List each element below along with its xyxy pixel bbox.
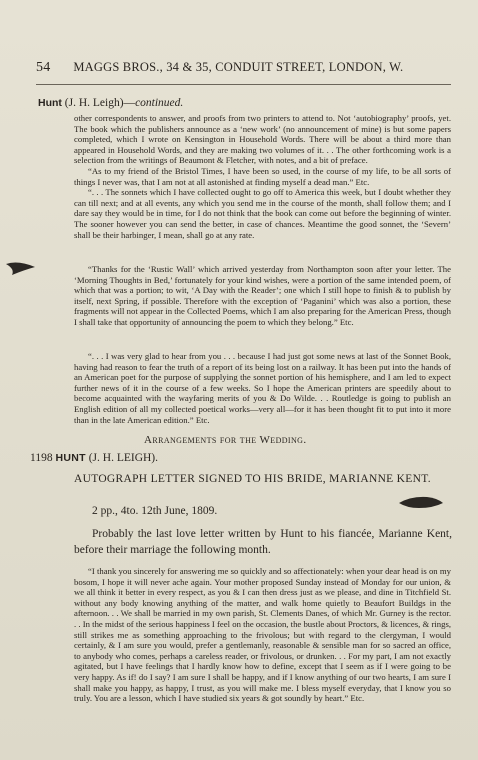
paragraph: “. . . The sonnets which I have collected ought to go off to America this week, but I doubt whether they can till next; and at all events, any which you send me in the course of the month, shall follow them; and I dare say they would be in time, for I do not think that the book can come out before the beginning of winter. The sooner however you can send the better, in case of chances. Meantime the good sonnet, the ‘Severn’ shall be their harbinger, I mean, shall go at any rate.: [74, 187, 451, 240]
author-forenames: (J. H. Leigh)—: [61, 97, 136, 109]
lot-author-forenames: (J. H. LEIGH).: [85, 452, 159, 464]
lot-note: Probably the last love letter written by Hunt to his fiancée, Marianne Kent, before their marriage the following month.: [74, 528, 452, 556]
paragraph: “. . . I was very glad to hear from you . . . because I had just got some news at last of the Sonnet Book, having had reason to fear the truth of a report of its being lost on a railway. It has been put into the hands of an American poet for the purpose of supplying the sonnet portion of his hemisphere, and I am led to expect further news of it in the course of a few weeks. So I hope the American printers are speedily about to become acquainted with the wayfaring merits of you & Do Wilde. . . Routledge is going to publish an English edition of all my collected poetical works—very all—for it has been thought fit to put into it more than in the late American edition.” Etc.: [74, 351, 451, 425]
second-letter-text: [74, 264, 451, 328]
third-letter-text: [74, 351, 451, 425]
continued-entry-heading: [38, 97, 183, 109]
author-surname: Hunt: [38, 97, 62, 109]
lot-title: AUTOGRAPH LETTER SIGNED TO HIS BRIDE, MARIANNE KENT.: [74, 473, 431, 485]
continued-label: continued.: [135, 97, 184, 109]
dealer-address: MAGGS BROS., 34 & 35, CONDUIT STREET, LONDON, W.: [73, 60, 404, 74]
page-header: [36, 60, 451, 76]
pointing-hand-mark-icon: [397, 494, 445, 510]
continued-letter-text: [74, 113, 451, 240]
paragraph: “As to my friend of the Bristol Times, I have been so used, in the course of my life, to be all sorts of things I never was, that I am not at all astonished at finding myself a dead man.” Etc.: [74, 165, 451, 187]
page-number: 54: [36, 60, 51, 75]
paragraph: “Thanks for the ‘Rustic Wall’ which arrived yesterday from Northampton soon after your letter. The ‘Morning Thoughts in Bed,’ fortunately for your kind wishes, were a portion of the same intended poem, of which that was a portion; to wit, ‘A Day with the Reader’; one which I still hope to finish & to publish by itself, next Spring, if possible. Therefore with the exception of ‘Paganini’ which was also a portion, these fragments will not appear in the Collected Poems, which I am also preparing for the American Press, though I shall take that opportunity of announcing the poem to which they belong.” Etc.: [74, 264, 451, 327]
lot-description: 2 pp., 4to. 12th June, 1809.: [92, 505, 218, 517]
paragraph: “I thank you sincerely for answering me so quickly and so affectionately: when your dear head is on my bosom, I hope it will never ache again. Your mother proposed Sunday instead of Monday for our union, & we all think it better in every respect, as you & I can then dress just as we please, and dine in Titchfield St. without any body knowing anything of the matter, and walk home quietly to Beaufort Buildgs in the afternoon. . . We shall be married in my own parish, St. Clements Danes, of which Mr. Gurney is the rector. . . In the midst of the serious happiness I feel on the occasion, the bustle about Proctors, & licences, & rings, still strikes me as something approaching to the frivolous; but with regard to the clergyman, I would certainly, & I am sure you would, prefer a gentlemanly, reasonable & sensible man for so sacred an office, to anybody who comes, perhaps a careless reader, or frivolous, or drunken. . . For my part, I am not exactly agitated, but I have feelings that I hardly know how to define, except that I seem as if I were going to be very happy. As if! do I say? I am sure I shall be happy, and if I know anything of our two hearts, I am sure I shall make you happy, as happy, I trust, as you will make me. I bless myself everyday, that I know you so truly. You are a lesson, which I have studied six years & got soundly by heart.” Etc.: [74, 566, 451, 704]
paragraph: other correspondents to answer, and proofs from two printers to attend to. Not ‘autobiography’ proofs, yet. The book which the publishers announce as a ‘new work’ (no announcement of mine) is but some papers completed, which I wrote on Kensington in Household Words. There will be about a third more than appeared in Household Words, and they are making two volumes of it. . . The other forthcoming work is a selection from the writings of Beaumont & Fletcher, with notes, and a bit of preface.: [74, 113, 451, 166]
lot-author: HUNT: [55, 452, 86, 464]
lot-number: 1198: [30, 452, 53, 464]
pointing-hand-mark-icon: [4, 258, 38, 278]
lot-heading: [30, 452, 158, 464]
section-heading: Arrangements for the Wedding.: [144, 434, 307, 446]
love-letter-text: [74, 566, 451, 704]
header-rule: [36, 84, 451, 85]
